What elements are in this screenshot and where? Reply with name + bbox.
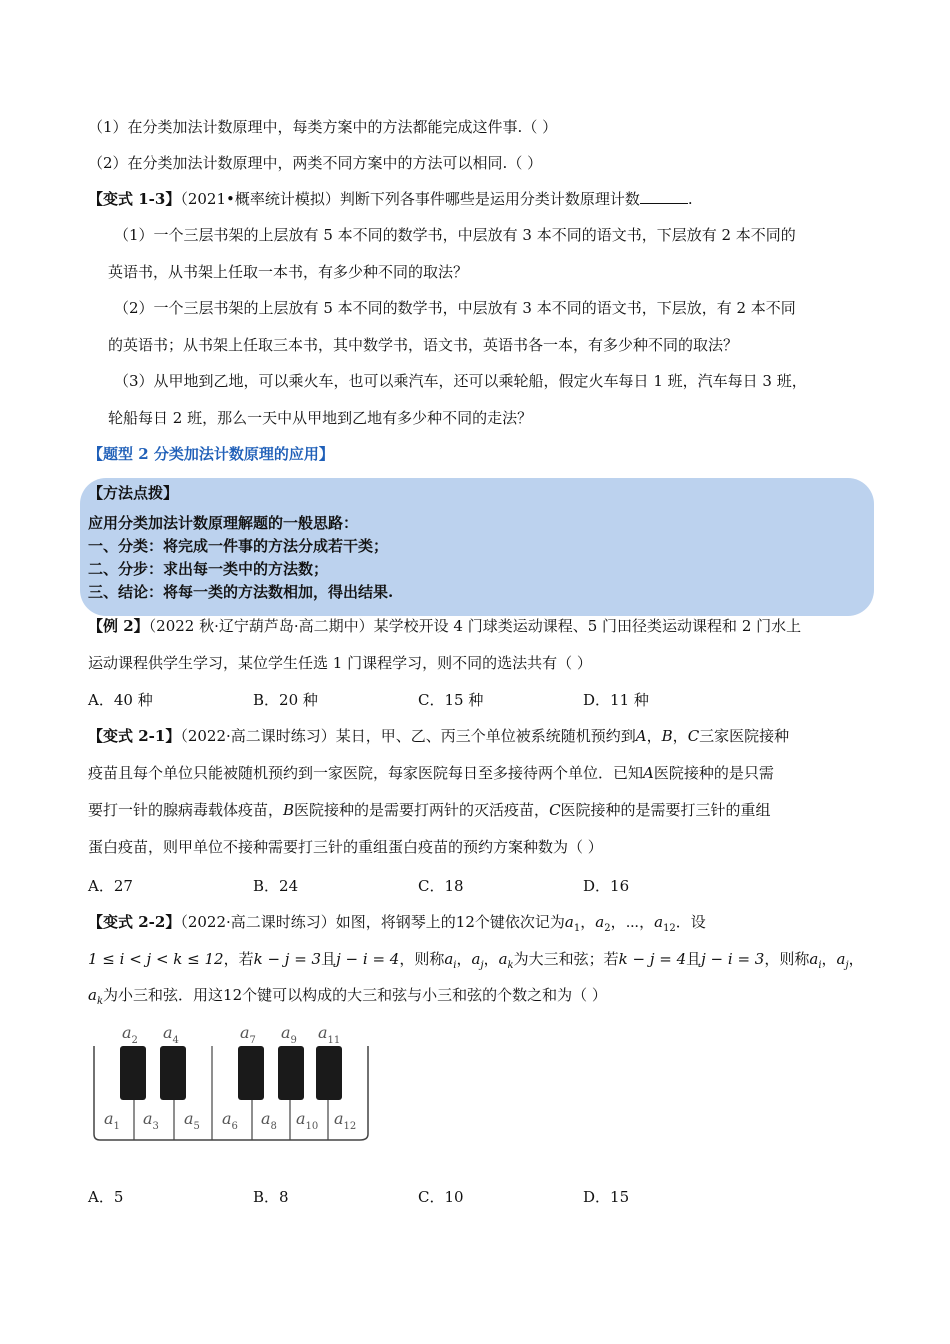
math-a: a [444,950,454,968]
choice-b: B．24 [253,877,299,895]
subscript: i [818,960,822,971]
variant-2-1-line-4: 蛋白疫苗，则甲单位不接种需要打三针的重组蛋白疫苗的预约方案种数为（ ） [88,838,603,856]
text: 医院接种的是只需 [653,764,774,782]
text: ，则称 [399,950,445,968]
choice-b: B．8 [253,1188,289,1206]
subscript: k [507,960,514,971]
subscript: i [453,960,457,971]
text: （2022·高二课时练习）如图，将钢琴上的 [180,913,456,931]
text: 医院接种的是需要打两针的灭活疫苗， [294,801,550,819]
number-12: 12 [455,913,475,931]
sep: ， [848,950,864,968]
math-a: a [809,950,819,968]
var-a: A [635,727,647,745]
sep: ， [821,950,837,968]
text: 医院接种的是需要打三针的重组 [560,801,771,819]
black-key-label: $a_7$ [240,1023,256,1046]
text: 为小三和弦．用这 [103,986,224,1004]
variant-2-1-line-1 [88,725,789,747]
choice-c: C．18 [418,877,464,895]
var-a: A [643,764,654,782]
subscript: 12 [663,923,676,934]
period: . [687,190,693,208]
math-a: a [88,986,97,1004]
equation: k − j = 4 [618,950,687,968]
piano-keyboard-figure [88,1018,378,1148]
choice-d: D．11 种 [583,691,649,709]
black-key-a9 [278,1046,304,1100]
text: ．设 [675,913,706,931]
equation: j − i = 3 [701,950,765,968]
subscript: j [480,960,484,971]
white-key-labels [104,1109,356,1132]
text: 为大三和弦；若 [513,950,619,968]
sub-question-1-cont: 英语书，从书架上任取一本书，有多少种不同的取法？ [108,263,469,281]
example-2-line-1 [88,615,801,637]
math-a: a [498,950,508,968]
text: ，则称 [764,950,810,968]
sub-question-1: （1）一个三层书架的上层放有 5 本不同的数学书，中层放有 3 本不同的语文书，下层放有 2 本不同的 [114,226,796,244]
method-title: 【方法点拨】 [88,484,179,502]
math-a: a [836,950,846,968]
math-a: a [654,913,664,931]
white-key-label: $a_6$ [222,1109,238,1132]
variant-tag: 【变式 2-2】 [88,913,181,931]
choice-a: A．27 [88,877,133,895]
choice-c: C．10 [418,1188,464,1206]
black-key-label: $a_2$ [122,1023,138,1046]
text: （2022·高二课时练习）某日，甲、乙、丙三个单位被系统随机预约到 [180,727,636,745]
black-key-a4 [160,1046,186,1100]
statement-2: （2）在分类加法计数原理中，两类不同方案中的方法可以相同.（ ） [88,154,543,172]
text: 个键可以构成的大三和弦与小三和弦的个数之和为（ ） [242,986,607,1004]
text: 个键依次记为 [474,913,565,931]
var-b: B [283,801,295,819]
var-c: C [549,801,561,819]
sep: ， [639,913,655,931]
choice-d: D．16 [583,877,630,895]
sub-question-3-cont: 轮船每日 2 班，那么一天中从甲地到乙地有多少种不同的走法？ [108,409,533,427]
white-key-label: $a_{10}$ [296,1109,319,1132]
choice-b: B．20 种 [253,691,318,709]
statement-1: （1）在分类加法计数原理中，每类方案中的方法都能完成这件事.（ ） [88,118,558,136]
method-tips-box [80,478,874,616]
choice-c: C．15 种 [418,691,484,709]
sep: ， [672,727,688,745]
math-a: a [564,913,574,931]
method-line-1: 应用分类加法计数原理解题的一般思路： [88,514,359,532]
number-12: 12 [223,986,243,1004]
choice-a: A．40 种 [88,691,153,709]
equation: k − j = 3 [253,950,322,968]
white-key-label: $a_3$ [143,1109,159,1132]
example-tag: 【例 2】 [88,617,149,635]
equation: j − i = 4 [336,950,400,968]
sub-question-2-cont: 的英语书；从书架上任取三本书，其中数学书，语文书，英语书各一本，有多少种不同的取法？ [108,336,739,354]
sep: ， [646,727,662,745]
variant-1-3-heading [88,188,693,210]
white-key-label: $a_5$ [184,1109,200,1132]
math-a: a [595,913,605,931]
text: 且 [686,950,702,968]
subscript: k [96,996,104,1007]
example-2-line-2: 运动课程供学生学习，某位学生任选 1 门课程学习，则不同的选法共有（ ） [88,654,592,672]
variant-2-1-line-2 [88,762,774,784]
subscript: 1 [573,923,581,934]
sep: ， [483,950,499,968]
black-key-labels [122,1023,340,1046]
method-line-4: 三、结论：将每一类的方法数相加，得出结果. [88,583,394,601]
math-a: a [471,950,481,968]
variant-tag: 【变式 2-1】 [88,727,181,745]
black-key-a11 [316,1046,342,1100]
choice-a: A．5 [88,1188,124,1206]
variant-2-2-line-3 [88,984,607,1013]
variant-2-2-line-1 [88,911,706,940]
sub-question-2: （2）一个三层书架的上层放有 5 本不同的数学书，中层放有 3 本不同的语文书，下层放，有 2 本不同 [114,299,796,317]
answer-blank [640,188,688,204]
text: 疫苗且每个单位只能被随机预约到一家医院，每家医院每日至多接待两个单位．已知 [88,764,644,782]
black-keys [120,1046,342,1100]
example-text: （2022 秋·辽宁葫芦岛·高二期中）某学校开设 4 门球类运动课程、5 门田径类运动课程和 2 门水上 [148,617,802,635]
var-c: C [687,727,700,745]
topic-2-heading: 【题型 2 分类加法计数原理的应用】 [88,445,334,463]
text: 要打一针的腺病毒载体疫苗， [88,801,284,819]
text: ，若 [223,950,254,968]
variant-tag: 【变式 1-3】 [88,190,181,208]
sep: ， [456,950,472,968]
var-b: B [661,727,673,745]
black-key-label: $a_{11}$ [318,1023,341,1046]
black-key-label: $a_9$ [281,1023,297,1046]
sep: ， [610,913,626,931]
black-key-label: $a_4$ [163,1023,179,1046]
method-line-3: 二、分步：求出每一类中的方法数； [88,560,329,578]
condition: 1 ≤ i < j < k ≤ 12 [88,950,224,968]
variant-source: （2021•概率统计模拟）判断下列各事件哪些是运用分类计数原理计数 [180,190,640,208]
variant-2-1-line-3 [88,799,771,821]
subscript: j [845,960,849,971]
sub-question-3: （3）从甲地到乙地，可以乘火车，也可以乘汽车，还可以乘轮船，假定火车每日 1 班，汽车每日 3 班， [114,372,807,390]
method-line-2: 一、分类：将完成一件事的方法分成若干类； [88,537,389,555]
text: 三家医院接种 [699,727,790,745]
choice-d: D．15 [583,1188,630,1206]
dots: ⋯ [625,913,640,931]
variant-2-2-line-2 [88,948,864,977]
text: 且 [321,950,337,968]
white-key-label: $a_{12}$ [334,1109,357,1132]
black-key-a2 [120,1046,146,1100]
subscript: 2 [604,923,611,934]
white-key-label: $a_1$ [104,1109,120,1132]
black-key-a7 [238,1046,264,1100]
white-key-label: $a_8$ [261,1109,277,1132]
sep: ， [580,913,596,931]
